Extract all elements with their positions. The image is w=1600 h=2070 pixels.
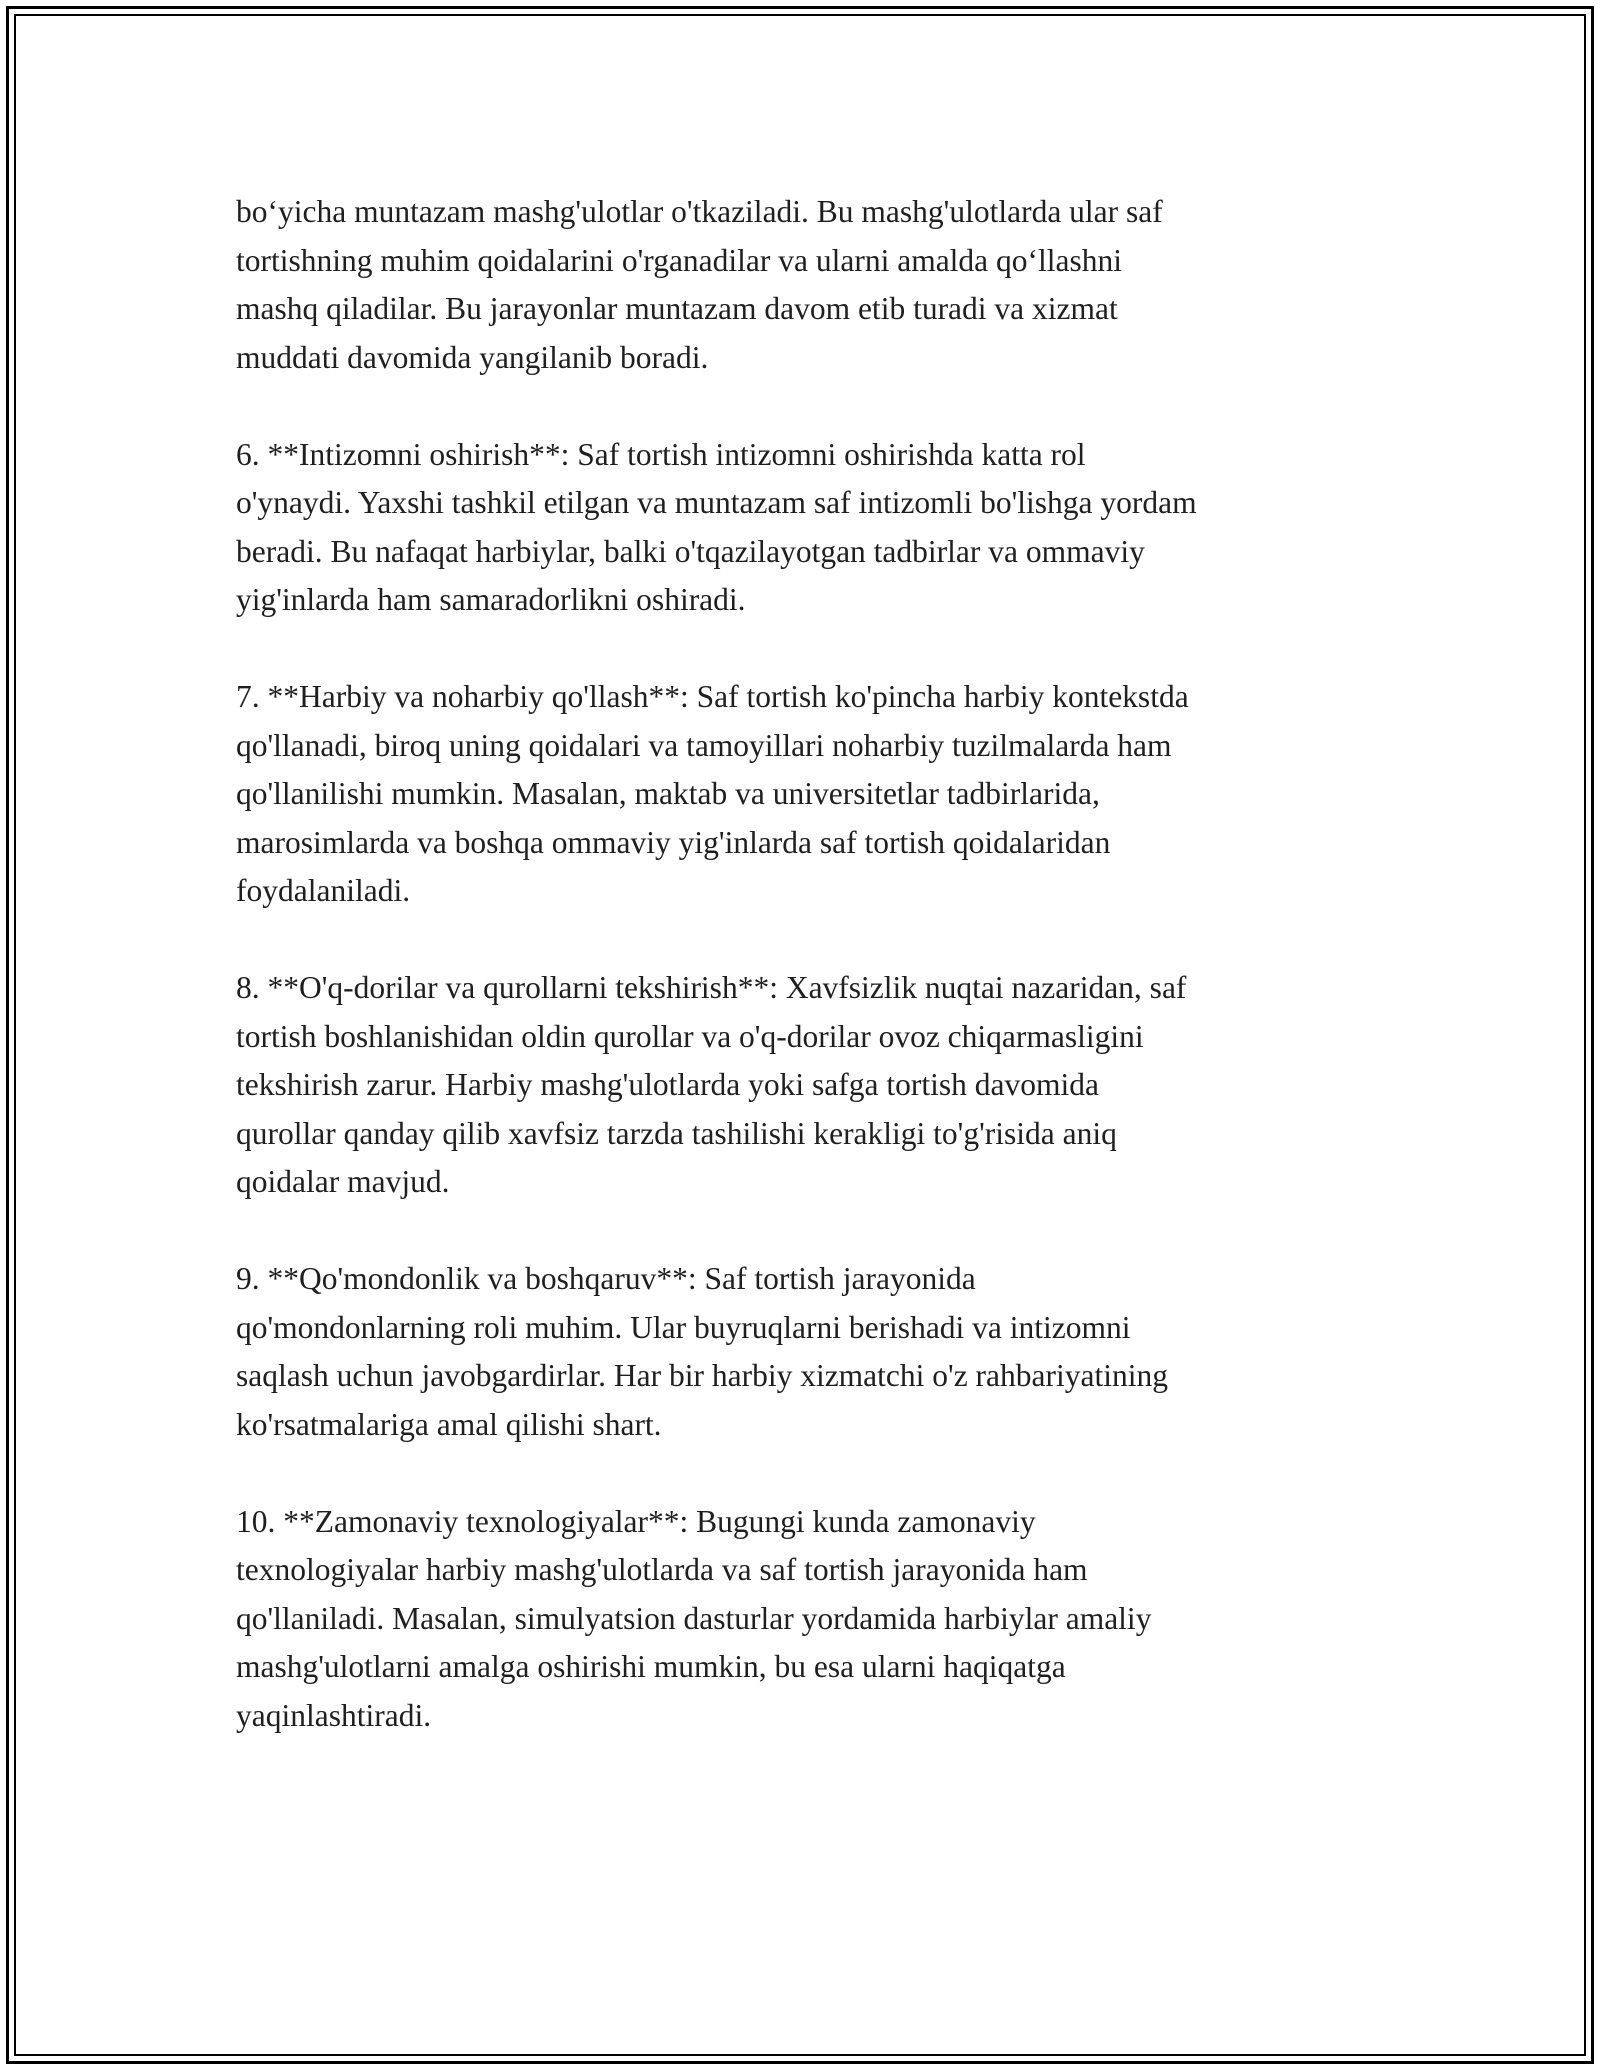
text-line: tekshirish zarur. Harbiy mashg'ulotlarda yoki safga tortish davomida xyxy=(236,1067,1099,1102)
text-line: qoidalar mavjud. xyxy=(236,1164,450,1199)
text-line: 10. **Zamonaviy texnologiyalar**: Bugungi kunda zamonaviy xyxy=(236,1503,1036,1539)
text-line: saqlash uchun javobgardirlar. Har bir harbiy xizmatchi o'z rahbariyatining xyxy=(236,1358,1168,1393)
text-line: 7. **Harbiy va noharbiy qo'llash**: Saf tortish ko'pincha harbiy kontekstda xyxy=(236,679,1189,714)
text-line: tortishning muhim qoidalarini o'rganadilar va ularni amalda qo‘llashni xyxy=(236,242,1123,278)
text-line: bo‘yicha muntazam mashg'ulotlar o'tkaziladi. Bu mashg'ulotlarda ular saf xyxy=(236,194,1163,229)
text-line: mashg'ulotlarni amalga oshirishi mumkin, bu esa ularni haqiqatga xyxy=(236,1649,1066,1684)
text-line: 6. **Intizomni oshirish**: Saf tortish intizomni oshirishda katta rol xyxy=(236,436,1086,472)
text-line: 9. **Qo'mondonlik va boshqaruv**: Saf tortish jarayonida xyxy=(236,1261,976,1296)
text-line: qurollar qanday qilib xavfsiz tarzda tashilishi kerakligi to'g'risida aniq xyxy=(236,1115,1117,1151)
text-line: texnologiyalar harbiy mashg'ulotlarda va saf tortish jarayonida ham xyxy=(236,1552,1088,1587)
text-line: o'ynaydi. Yaxshi tashkil etilgan va muntazam saf intizomli bo'lishga yordam xyxy=(236,485,1197,520)
text-line: mashq qiladilar. Bu jarayonlar muntazam davom etib turadi va xizmat xyxy=(236,291,1118,326)
paragraph-item-10 xyxy=(236,1498,1376,1741)
document-body xyxy=(236,188,1376,1789)
text-line: 8. **O'q-dorilar va qurollarni tekshirish**: Xavfsizlik nuqtai nazaridan, saf xyxy=(236,970,1187,1005)
text-line: qo'mondonlarning roli muhim. Ular buyruqlarni berishadi va intizomni xyxy=(236,1309,1131,1345)
paragraph-item-9 xyxy=(236,1255,1376,1449)
text-line: qo'llanilishi mumkin. Masalan, maktab va universitetlar tadbirlarida, xyxy=(236,776,1100,811)
text-line: muddati davomida yangilanib boradi. xyxy=(236,339,709,375)
text-line: marosimlarda va boshqa ommaviy yig'inlarda saf tortish qoidalaridan xyxy=(236,824,1111,860)
text-line: qo'llanadi, biroq uning qoidalari va tamoyillari noharbiy tuzilmalarda ham xyxy=(236,727,1172,763)
paragraph-item-8 xyxy=(236,964,1376,1207)
text-line: tortish boshlanishidan oldin qurollar va o'q-dorilar ovoz chiqarmasligini xyxy=(236,1018,1144,1054)
text-line: beradi. Bu nafaqat harbiylar, balki o'tqazilayotgan tadbirlar va ommaviy xyxy=(236,533,1145,569)
text-line: foydalaniladi. xyxy=(236,873,411,908)
text-line: yig'inlarda ham samaradorlikni oshiradi. xyxy=(236,582,746,617)
text-line: ko'rsatmalariga amal qilishi shart. xyxy=(236,1406,662,1442)
paragraph-item-6 xyxy=(236,431,1376,625)
paragraph-item-7 xyxy=(236,673,1376,916)
text-line: yaqinlashtiradi. xyxy=(236,1697,432,1733)
text-line: qo'llaniladi. Masalan, simulyatsion dasturlar yordamida harbiylar amaliy xyxy=(236,1600,1152,1636)
paragraph-continuation xyxy=(236,188,1376,382)
